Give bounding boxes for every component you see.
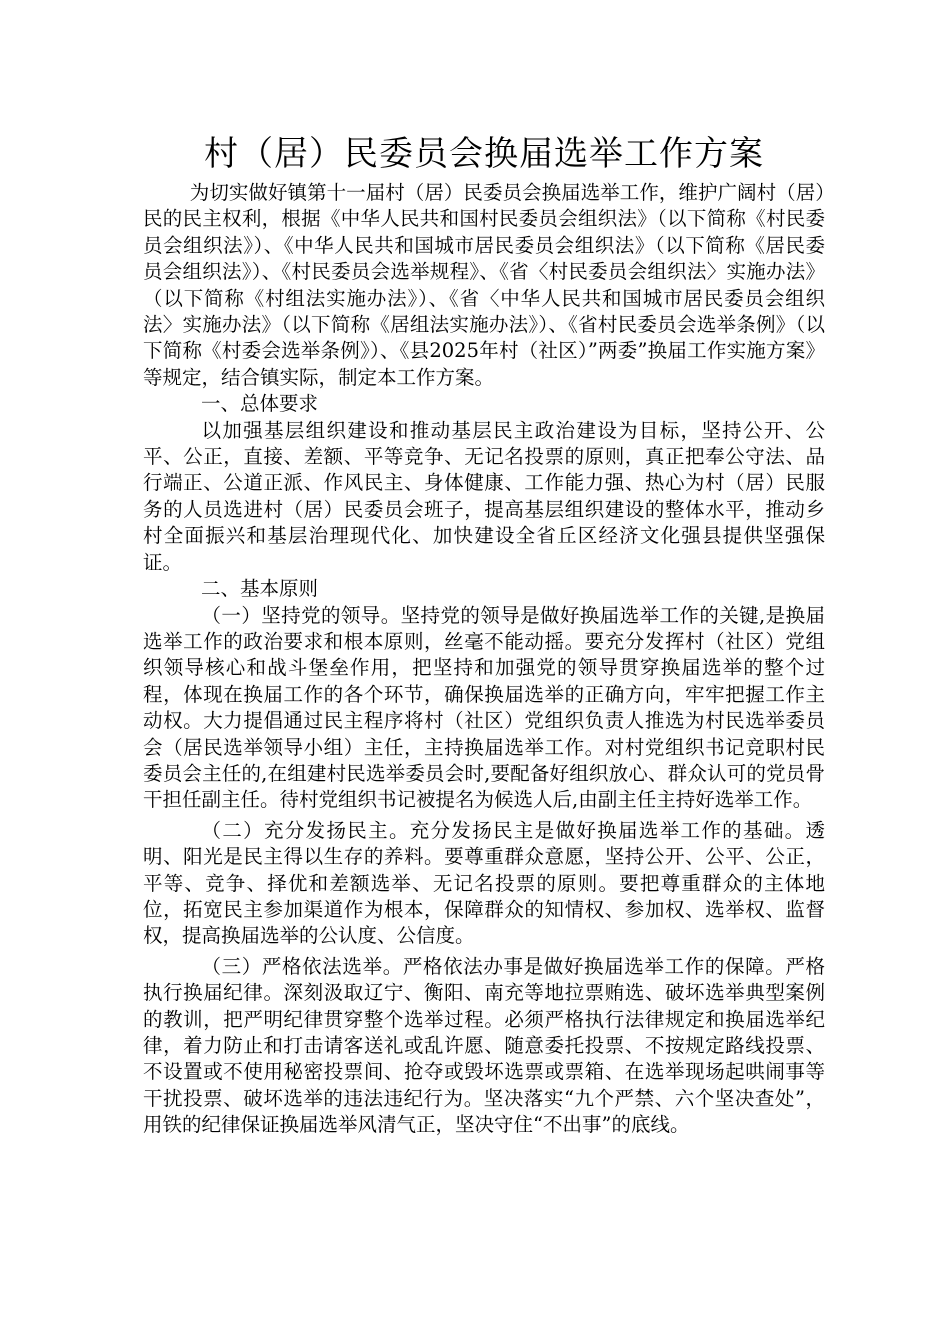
- principle-party-leadership-paragraph: （一）坚持党的领导。坚持党的领导是做好换届选举工作的关键,是换届选举工作的政治要求和根本原则，丝毫不能动摇。要充分发挥村（社区）党组织领导核心和战斗堡垒作用，把坚持和加强党的领导贯穿换届选举的整个过程，体现在换届工作的各个环节，确保换届选举的正确方向，牢牢把握工作主动权。大力提倡通过民主程序将村（社区）党组织负责人推选为村民选举委员会（居民选举领导小组）主任，主持换届选举工作。对村党组织书记竞职村民委员会主任的,在组建村民选举委员会时,要配备好组织放心、群众认可的党员骨干担任副主任。待村党组织书记被提名为候选人后,由副主任主持好选举工作。: [143, 603, 825, 812]
- general-requirements-paragraph: 以加强基层组织建设和推动基层民主政治建设为目标，坚持公开、公平、公正，直接、差额、平等竞争、无记名投票的原则，真正把奉公守法、品行端正、公道正派、作风民主、身体健康、工作能力强、热心为村（居）民服务的人员选进村（居）民委员会班子，提高基层组织建设的整体水平，推动乡村全面振兴和基层治理现代化、加快建设全省丘区经济文化强县提供坚强保证。: [143, 418, 825, 574]
- document-page: [143, 128, 825, 1139]
- section-heading-basic-principles: 二、基本原则: [201, 577, 319, 601]
- principle-lawful-election-paragraph: （三）严格依法选举。严格依法办事是做好换届选举工作的保障。严格执行换届纪律。深刻汲取辽宁、衡阳、南充等地拉票贿选、破坏选举典型案例的教训，把严明纪律贯穿整个选举过程。必须严格执行法律规定和换届选举纪律，着力防止和打击请客送礼或乱许愿、随意委托投票、不按规定路线投票、不设置或不使用秘密投票间、抢夺或毁坏选票或票箱、在选举现场起哄闹事等干扰投票、破坏选举的违法违纪行为。坚决落实“九个严禁、六个坚决查处”，用铁的纪律保证换届选举风清气正，坚决守住“不出事”的底线。: [143, 954, 825, 1137]
- section-heading-general-requirements: 一、总体要求: [201, 392, 319, 416]
- document-title: 村（居）民委员会换届选举工作方案: [204, 134, 764, 174]
- intro-paragraph: 为切实做好镇第十一届村（居）民委员会换届选举工作，维护广阔村（居）民的民主权利，根据《中华人民共和国村民委员会组织法》（以下简称《村民委员会组织法》）、《中华人民共和国城市居民委员会组织法》（以下简称《居民委员会组织法》）、《村民委员会选举规程》、《省〈村民委员会组织法〉实施办法》（以下简称《村组法实施办法》）、《省〈中华人民共和国城市居民委员会组织法〉实施办法》（以下简称《居组法实施办法》）、《省村民委员会选举条例》（以下简称《村委会选举条例》）、《县2025年村（社区）”两委”换届工作实施方案》等规定，结合镇实际，制定本工作方案。: [143, 181, 825, 389]
- principle-democracy-paragraph: （二）充分发扬民主。充分发扬民主是做好换届选举工作的基础。透明、阳光是民主得以生存的养料。要尊重群众意愿，坚持公开、公平、公正，平等、竞争、择优和差额选举、无记名投票的原则。要把尊重群众的主体地位，拓宽民主参加渠道作为根本，保障群众的知情权、参加权、选举权、监督权，提高换届选举的公认度、公信度。: [143, 818, 825, 948]
